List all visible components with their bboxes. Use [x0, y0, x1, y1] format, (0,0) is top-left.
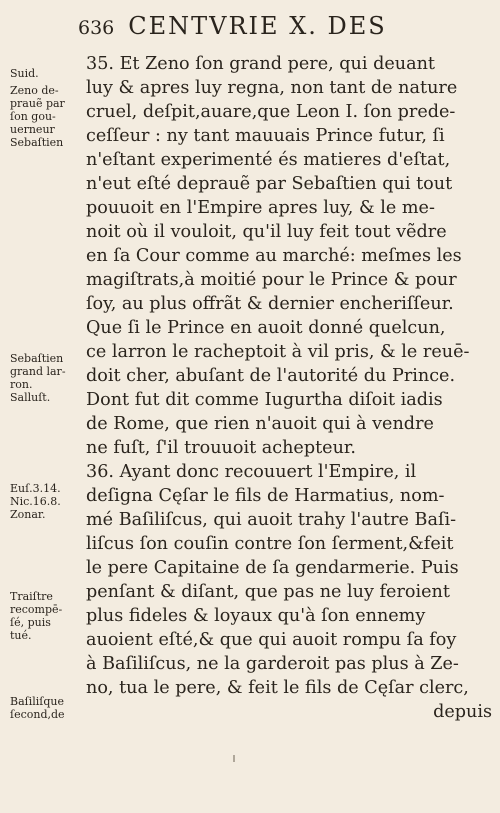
text-line: n'eut eſté deprauẽ par Sebaſtien qui tout — [86, 174, 453, 194]
page-header — [78, 12, 478, 46]
folio-number: 636 — [78, 17, 115, 39]
margin-line: ron. — [10, 378, 33, 391]
text-line: n'eſtant experimenté és matieres d'eſtat, — [86, 150, 451, 170]
text-line: auoient eſté,& que qui auoit rompu ſa foy — [86, 630, 457, 650]
margin-line: Suid. — [10, 67, 39, 80]
text-line: ce larron le racheptoit à vil pris, & le reuē- — [86, 342, 470, 362]
margin-note-5 — [10, 590, 82, 642]
margin-note-1 — [10, 67, 82, 80]
text-line: no, tua le pere, & feit le fils de Cęſar clerc, — [86, 678, 469, 698]
text-line: ceſſeur : ny tant mauuais Prince futur, ſi — [86, 126, 445, 146]
margin-line: Traiſtre — [10, 590, 53, 603]
margin-line: Euſ.3.14. — [10, 482, 61, 495]
margin-note-4 — [10, 482, 82, 521]
text-line: cruel, deſpit,auare,que Leon I. ſon prede- — [86, 102, 456, 122]
margin-line: Zeno de- — [10, 84, 59, 97]
margin-line: grand lar- — [10, 365, 66, 378]
margin-line: tué. — [10, 629, 32, 642]
text-line: liſcus ſon couſin contre ſon ſerment,&feit — [86, 534, 454, 554]
text-line: Que ſi le Prince en auoit donné quelcun, — [86, 318, 446, 338]
margin-line: uerneur — [10, 123, 55, 136]
text-line: de Rome, que rien n'auoit qui à vendre — [86, 414, 434, 434]
text-line: plus fideles & loyaux qu'à ſon ennemy — [86, 606, 426, 626]
text-line: ne fuſt, ſ'il trouuoit achepteur. — [86, 438, 356, 458]
text-line: ſoy, au plus offrãt & dernier encheriſſeur. — [86, 294, 454, 314]
margin-line: ſecond,de — [10, 708, 65, 721]
running-title: CENTVRIE X. DES — [128, 12, 387, 40]
margin-line: Nic.16.8. — [10, 495, 61, 508]
text-line: deſigna Cęſar le fils de Harmatius, nom- — [86, 486, 445, 506]
ink-mark — [233, 755, 235, 762]
margin-note-6 — [10, 695, 82, 721]
margin-line: Salluſt. — [10, 391, 51, 404]
margin-line: prauẽ par — [10, 97, 65, 110]
text-line: luy & apres luy regna, non tant de nature — [86, 78, 458, 98]
margin-note-3 — [10, 352, 82, 404]
text-line: en ſa Cour comme au marché: meſmes les — [86, 246, 462, 266]
margin-line: recompē- — [10, 603, 63, 616]
margin-line: Sebaſtien — [10, 136, 64, 149]
text-line: magiſtrats,à moitié pour le Prince & pour — [86, 270, 457, 290]
main-text — [86, 52, 492, 724]
margin-line: Baſiliſque — [10, 695, 64, 708]
text-line: 35. Et Zeno ſon grand pere, qui deuant — [86, 54, 435, 74]
text-line: penſant & diſant, que pas ne luy feroient — [86, 582, 450, 602]
text-line: 36. Ayant donc recouuert l'Empire, il — [86, 462, 417, 482]
text-line: pouuoit en l'Empire apres luy, & le me- — [86, 198, 435, 218]
text-line: mé Baſiliſcus, qui auoit trahy l'autre Baſi- — [86, 510, 457, 530]
text-line: à Baſiliſcus, ne la garderoit pas plus à Ze- — [86, 654, 459, 674]
text-line: noit où il vouloit, qu'il luy feit tout vẽdre — [86, 222, 447, 242]
margin-line: ſé, puis — [10, 616, 51, 629]
margin-line: Sebaſtien — [10, 352, 64, 365]
margin-line: ſon gou- — [10, 110, 56, 123]
margin-note-2 — [10, 84, 82, 149]
text-line: le pere Capitaine de ſa gendarmerie. Puis — [86, 558, 459, 578]
margin-line: Zonar. — [10, 508, 46, 521]
text-line: doit cher, abuſant de l'autorité du Prince. — [86, 366, 456, 386]
catchword: depuis — [433, 702, 492, 722]
text-line: Dont fut dit comme Iugurtha diſoit iadis — [86, 390, 443, 410]
